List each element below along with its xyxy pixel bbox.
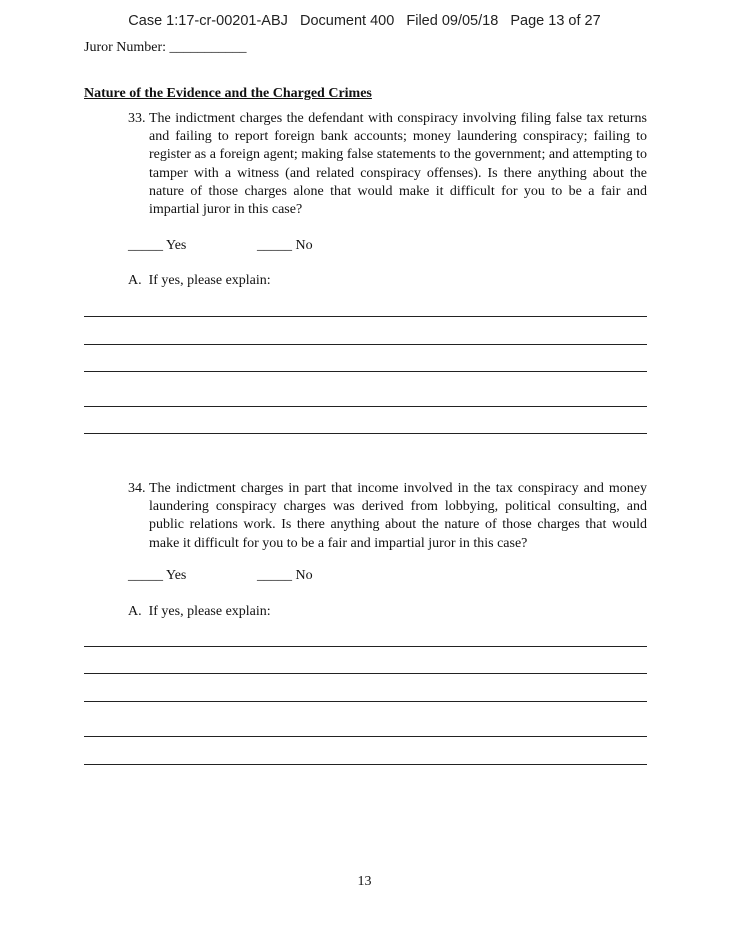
answer-line[interactable] (84, 371, 647, 372)
answer-line[interactable] (84, 646, 647, 647)
answer-options-34 (128, 568, 386, 584)
answer-line[interactable] (84, 736, 647, 737)
question-number: 33. (128, 111, 146, 126)
no-option[interactable]: _____ No (257, 568, 313, 583)
question-text: The indictment charges the defendant with conspiracy involving filing false tax returns and failing to report foreign bank accounts; money laundering conspiracy; failing to register as a foreign agent; making false statements to the government; and attempting to tamper with a witness (and related conspiracy offenses). Is there anything about the nature of those charges alone that would make it difficult for you to be a fair and impartial juror in this case? (149, 111, 647, 218)
yes-option[interactable]: _____ Yes (128, 238, 187, 253)
answer-line[interactable] (84, 344, 647, 345)
juror-number-field[interactable] (84, 40, 247, 56)
yes-option[interactable]: _____ Yes (128, 568, 187, 583)
filed-date: Filed 09/05/18 (406, 13, 499, 29)
explain-prompt-34: A. If yes, please explain: (128, 604, 271, 619)
document-number: Document 400 (299, 13, 395, 29)
question-33 (128, 110, 647, 219)
answer-line[interactable] (84, 764, 647, 765)
question-34 (128, 480, 647, 553)
question-number: 34. (128, 481, 146, 496)
no-option[interactable]: _____ No (257, 238, 313, 253)
page-info: Page 13 of 27 (510, 13, 601, 29)
juror-number-blank[interactable]: ___________ (169, 40, 247, 55)
answer-line[interactable] (84, 433, 647, 434)
answer-line[interactable] (84, 701, 647, 702)
section-title: Nature of the Evidence and the Charged Crimes (84, 86, 372, 101)
document-header (0, 13, 729, 29)
case-number: Case 1:17-cr-00201-ABJ (128, 13, 288, 29)
question-text: The indictment charges in part that income involved in the tax conspiracy and money laundering conspiracy charges was derived from lobbying, political consulting, and public relations work. Is there anything about the nature of those charges that would make it difficult for you to be a fair and impartial juror in this case? (149, 481, 647, 551)
page-number: 13 (357, 874, 372, 889)
answer-line[interactable] (84, 406, 647, 407)
answer-options-33 (128, 238, 386, 254)
answer-line[interactable] (84, 316, 647, 317)
answer-line[interactable] (84, 673, 647, 674)
explain-prompt-33: A. If yes, please explain: (128, 273, 271, 288)
juror-number-label: Juror Number: (84, 40, 167, 55)
